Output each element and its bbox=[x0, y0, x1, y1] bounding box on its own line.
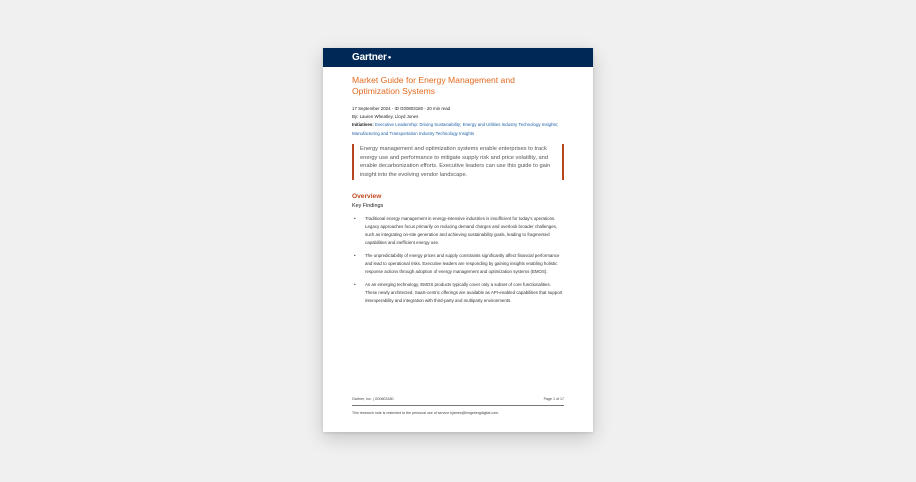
footer-page-number: Page 1 of 17 bbox=[543, 397, 564, 401]
initiatives-links[interactable]: Executive Leadership: Driving Sustainability; Energy and Utilities Industry Technology Insights; Manufacturing and Transportation Industry Technology Insights bbox=[352, 122, 559, 136]
key-findings-list bbox=[352, 215, 564, 304]
authors-label: By: bbox=[352, 114, 359, 119]
list-item bbox=[352, 281, 564, 305]
initiatives-label: Initiatives: bbox=[352, 122, 374, 128]
authors-names: Lauren Wheatley, Lloyd Jones bbox=[359, 114, 419, 119]
bullet-icon: • bbox=[354, 216, 356, 222]
document-title: Market Guide for Energy Management and Optimization Systems bbox=[352, 75, 515, 96]
bullet-icon: • bbox=[354, 253, 356, 258]
list-item bbox=[352, 252, 564, 276]
summary-callout: Energy management and optimization systems enable enterprises to track energy use and performance to mitigate supply risk and price volatility, and enable decarbonization efforts. Executive leaders can use this guide to gain insight into the evolving vendor landscape. bbox=[352, 144, 564, 180]
document-content bbox=[323, 67, 593, 304]
overview-heading: Overview bbox=[352, 193, 382, 201]
footer-row bbox=[352, 397, 564, 401]
logo-dot-icon: ● bbox=[387, 55, 392, 61]
finding-text: The unpredictability of energy prices and supply constraints significantly affect financial performance and lead to operational risks. Executive leaders are responding by gaining insights enabling holistic response actions through adoption of energy management and optimization systems (EMOS). bbox=[365, 253, 560, 274]
footer-usage-notice: This research note is restricted to the personal use of service.hjames@kingsbergdigital.com. bbox=[352, 411, 500, 415]
finding-text: Traditional energy management in energy-intensive industries is insufficient for today's operations. Legacy approaches focus primarily on reducing demand charges and overlook broader challenges, such as integrating on-site generation and achieving sustainability goals, leading to fragmented capabilities and inefficient energy use. bbox=[365, 216, 558, 246]
initiatives-line bbox=[352, 121, 564, 138]
document-header-bar bbox=[323, 48, 593, 67]
document-footer bbox=[352, 397, 564, 415]
footer-divider bbox=[352, 405, 564, 406]
finding-text: As an emerging technology, EMOS products typically cover only a subset of core functionalities. These newly architected, SaaS-centric offerings are available as API-enabled capabilities that support interoperability and integration with third-party and multiparty environments. bbox=[365, 281, 563, 303]
document-page bbox=[323, 48, 593, 432]
document-meta bbox=[352, 105, 564, 138]
publication-date-line: 17 September 2024 - ID G00803180 - 20 min read bbox=[352, 105, 451, 111]
key-findings-heading: Key Findings bbox=[352, 203, 384, 210]
bullet-icon: • bbox=[354, 281, 356, 287]
footer-doc-id: Gartner, Inc. | G00803180 bbox=[352, 397, 394, 401]
logo-text: Gartner bbox=[352, 52, 387, 63]
list-item bbox=[352, 215, 564, 247]
gartner-logo bbox=[352, 52, 391, 63]
authors-line bbox=[352, 113, 564, 121]
